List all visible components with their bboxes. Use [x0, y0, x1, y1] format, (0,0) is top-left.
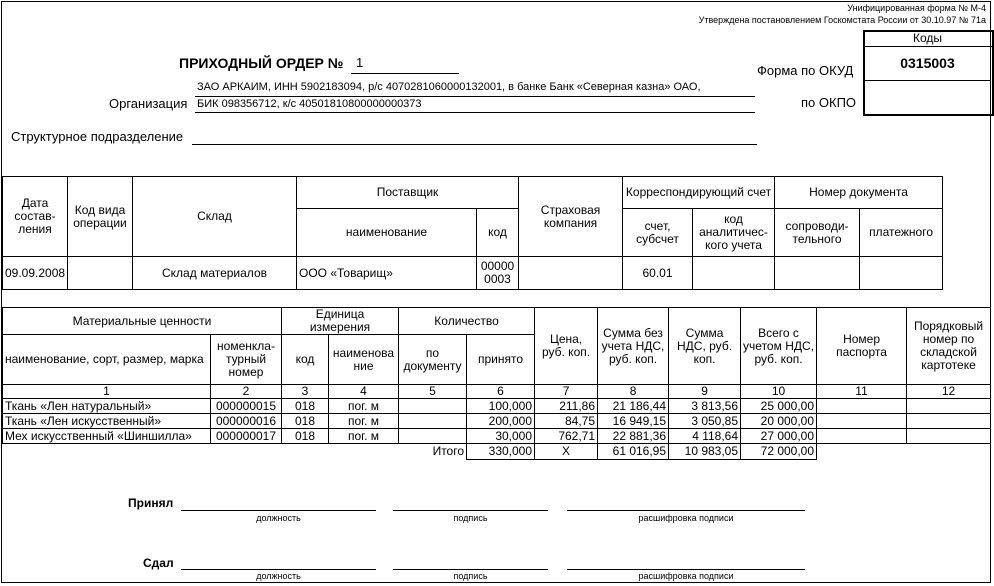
colnum: 6 — [467, 385, 535, 399]
order-number: 1 — [356, 55, 364, 70]
col-doc-number: Номер документа — [775, 177, 943, 209]
totals-price: Х — [535, 444, 598, 460]
accepted-position-caption: должность — [256, 513, 301, 523]
handed-signature-caption: подпись — [453, 571, 488, 581]
h-card: Порядковый номер по складской картотеке — [907, 308, 991, 385]
item-vat: 4 118,64 — [669, 429, 741, 444]
colnum: 1 — [3, 385, 211, 399]
item-code: 018 — [282, 429, 329, 444]
h-unit-name: наименова ние — [329, 335, 399, 385]
handed-label: Сдал — [143, 556, 174, 570]
accepted-decoding-caption: расшифровка подписи — [638, 513, 734, 523]
item-passport — [817, 414, 907, 429]
row-insurer — [519, 257, 623, 290]
totals-total: 72 000,00 — [741, 444, 817, 460]
colnum: 5 — [399, 385, 467, 399]
colnum: 10 — [741, 385, 817, 399]
totals-acc: 330,000 — [467, 444, 535, 460]
item-doc — [399, 414, 467, 429]
h-nomenclature: номенкла-турный номер — [211, 335, 282, 385]
item-vat: 3 050,85 — [669, 414, 741, 429]
colnum: 9 — [669, 385, 741, 399]
handed-decoding-caption: расшифровка подписи — [638, 571, 734, 581]
col-corr-account: Корреспондирующий счет — [623, 177, 775, 209]
item-unit: пог. м — [329, 429, 399, 444]
h-price: Цена, руб. коп. — [535, 308, 598, 385]
item-total: 25 000,00 — [741, 399, 817, 414]
totals-sum: 61 016,95 — [598, 444, 669, 460]
items-table — [2, 307, 991, 460]
item-vat: 3 813,56 — [669, 399, 741, 414]
item-sum: 22 881,36 — [598, 429, 669, 444]
col-accompanying: сопроводи-тельного — [775, 209, 860, 257]
totals-row — [3, 444, 991, 460]
item-card — [907, 399, 991, 414]
item-total: 27 000,00 — [741, 429, 817, 444]
item-doc — [399, 429, 467, 444]
codes-header: Коды — [863, 31, 992, 47]
item-sum: 16 949,15 — [598, 414, 669, 429]
colnum: 8 — [598, 385, 669, 399]
accepted-label: Принял — [128, 496, 174, 510]
organization-label: Организация — [109, 96, 188, 111]
h-qty-acc: принято — [467, 335, 535, 385]
item-doc — [399, 399, 467, 414]
item-name: Ткань «Лен натуральный» — [3, 399, 211, 414]
col-warehouse: Склад — [133, 177, 297, 257]
h-unit: Единица измерения — [282, 308, 399, 335]
row-account: 60.01 — [623, 257, 693, 290]
table-row — [3, 399, 991, 414]
item-unit: пог. м — [329, 414, 399, 429]
receipt-header-table — [2, 176, 943, 290]
item-nom: 000000017 — [211, 429, 282, 444]
row-payment — [860, 257, 943, 290]
colnum: 3 — [282, 385, 329, 399]
colnum: 4 — [329, 385, 399, 399]
item-price: 211,86 — [535, 399, 598, 414]
handed-position-caption: должность — [256, 571, 301, 581]
item-total: 20 000,00 — [741, 414, 817, 429]
organization-line1: ЗАО АРКАИМ, ИНН 5902183094, р/с 40702810600001320​01, в банке Банк «Северная казна» ОАО, — [197, 81, 701, 93]
totals-label: Итого — [399, 444, 467, 460]
item-code: 018 — [282, 414, 329, 429]
item-nom: 000000015 — [211, 399, 282, 414]
totals-vat: 10 983,05 — [669, 444, 741, 460]
order-title: ПРИХОДНЫЙ ОРДЕР № — [179, 55, 344, 71]
item-nom: 000000016 — [211, 414, 282, 429]
item-passport — [817, 399, 907, 414]
item-price: 762,71 — [535, 429, 598, 444]
colnum: 7 — [535, 385, 598, 399]
col-supplier-code: код — [477, 209, 519, 257]
okud-label: Форма по ОКУД — [757, 63, 854, 78]
item-code: 018 — [282, 399, 329, 414]
colnum: 12 — [907, 385, 991, 399]
subdivision-label: Структурное подразделение — [11, 129, 184, 144]
okud-value: 0315003 — [900, 55, 955, 71]
item-card — [907, 414, 991, 429]
item-name: Ткань «Лен искусственный» — [3, 414, 211, 429]
row-op-code — [68, 257, 133, 290]
col-date: Дата состав-ления — [3, 177, 68, 257]
h-material: Материальные ценности — [3, 308, 282, 335]
table-row — [3, 414, 991, 429]
item-acc: 200,000 — [467, 414, 535, 429]
item-passport — [817, 429, 907, 444]
col-payment: платежного — [860, 209, 943, 257]
colnum: 11 — [817, 385, 907, 399]
column-number-row — [3, 385, 991, 399]
h-sum: Сумма без учета НДС, руб. коп. — [598, 308, 669, 385]
row-warehouse: Склад материалов — [133, 257, 297, 290]
item-sum: 21 186,44 — [598, 399, 669, 414]
col-supplier-name: наименование — [297, 209, 477, 257]
h-vat: Сумма НДС, руб. коп. — [669, 308, 741, 385]
h-quantity: Количество — [399, 308, 535, 335]
table-row — [3, 429, 991, 444]
colnum: 2 — [211, 385, 282, 399]
item-acc: 30,000 — [467, 429, 535, 444]
row-accompanying — [775, 257, 860, 290]
item-acc: 100,000 — [467, 399, 535, 414]
h-name: наименование, сорт, размер, марка — [3, 335, 211, 385]
h-total: Всего с учетом НДС, руб. коп. — [741, 308, 817, 385]
col-insurer: Страховая компания — [519, 177, 623, 257]
item-card — [907, 429, 991, 444]
col-op-code: Код вида операции — [68, 177, 133, 257]
approval-label: Утверждена постановлением Госкомстата России от 30.10.97 № 71а — [698, 15, 986, 25]
col-supplier: Поставщик — [297, 177, 519, 209]
row-supplier-name: ООО «Товарищ» — [297, 257, 477, 290]
okpo-label: по ОКПО — [801, 95, 857, 110]
row-date: 09.09.2008 — [3, 257, 68, 290]
item-price: 84,75 — [535, 414, 598, 429]
h-qty-doc: по документу — [399, 335, 467, 385]
item-unit: пог. м — [329, 399, 399, 414]
h-passport: Номер паспорта — [817, 308, 907, 385]
row-supplier-code: 000000003 — [477, 257, 519, 290]
accepted-signature-caption: подпись — [453, 513, 488, 523]
row-analytic-code — [693, 257, 775, 290]
col-analytic-code: код аналитичес-кого учета — [693, 209, 775, 257]
item-name: Мех искусственный «Шиншилла» — [3, 429, 211, 444]
organization-line2: БИК 098356712, к/с 40501810800000000373 — [197, 98, 422, 110]
unified-form-label: Унифицированная форма № М-4 — [847, 3, 986, 13]
h-unit-code: код — [282, 335, 329, 385]
col-account: счет, субсчет — [623, 209, 693, 257]
